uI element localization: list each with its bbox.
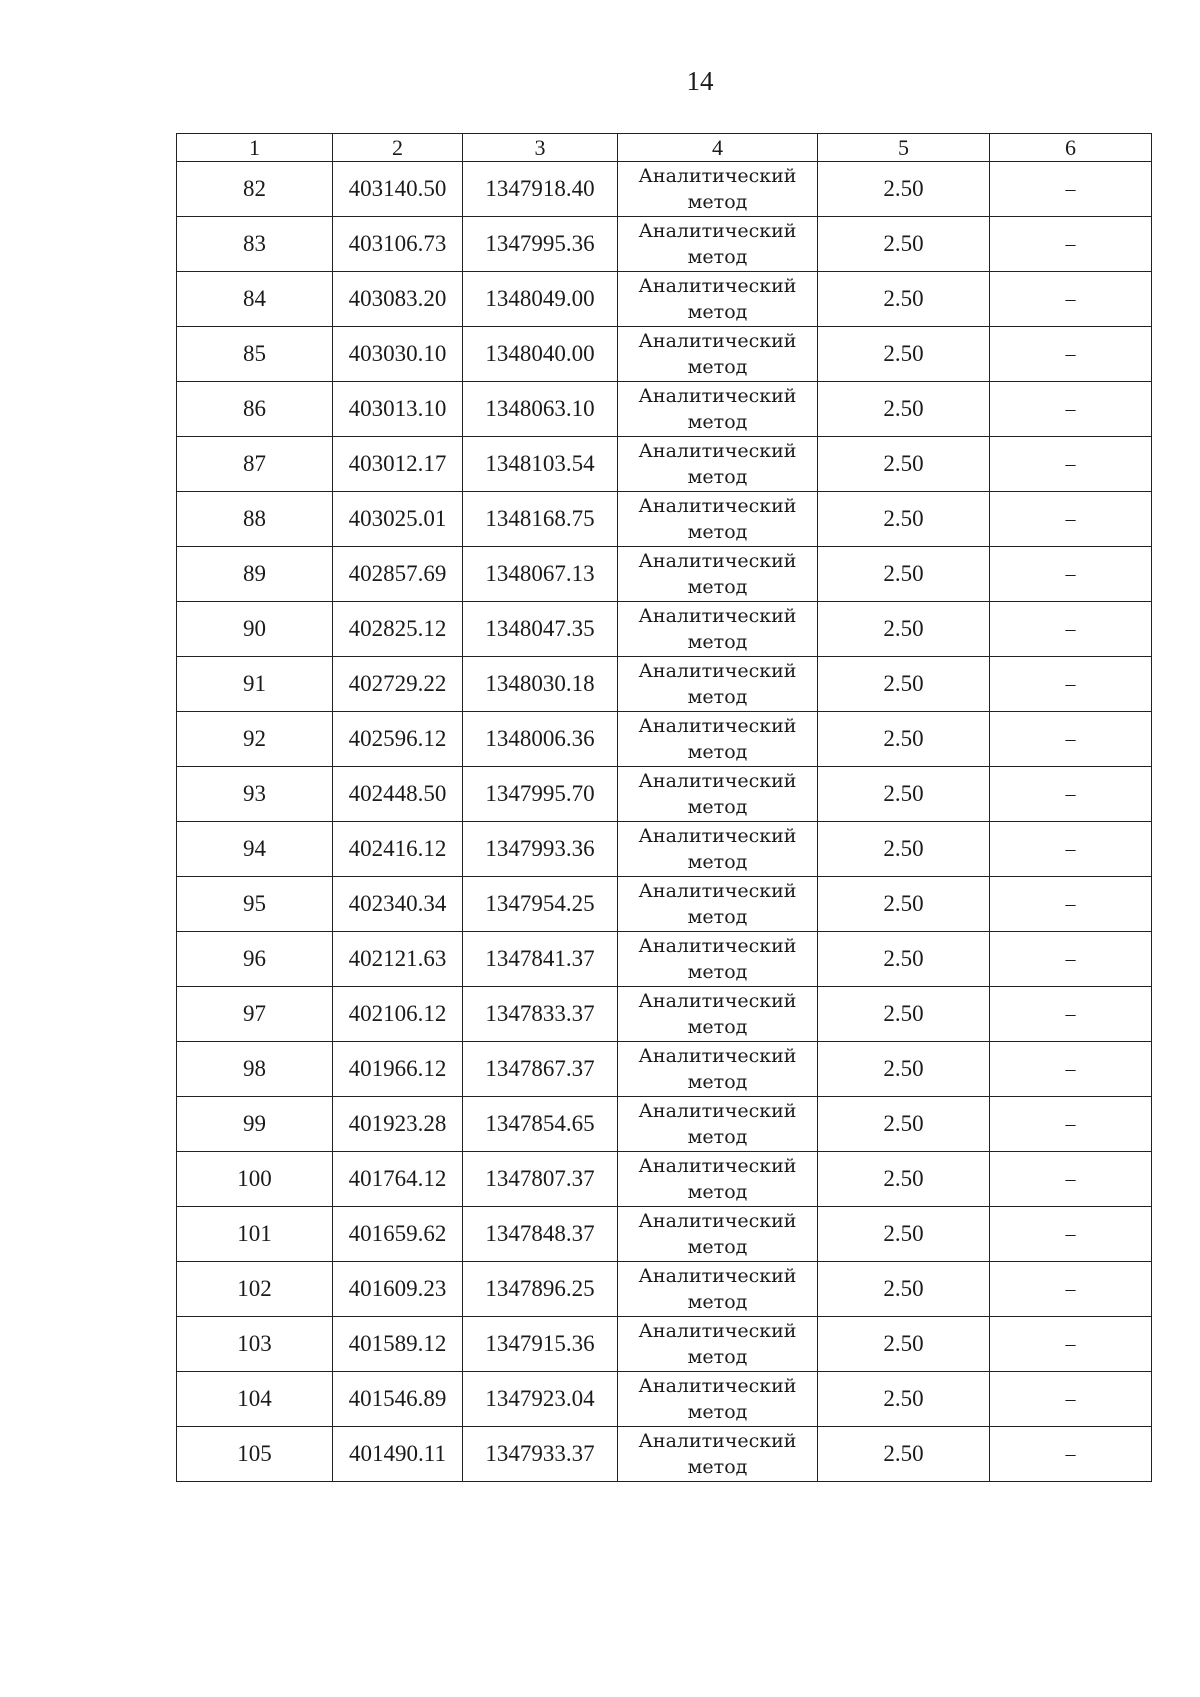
- method-line-1: Аналитический: [638, 440, 797, 462]
- note-dash: –: [990, 987, 1152, 1042]
- accuracy-value: 2.50: [818, 767, 990, 822]
- method-line-2: метод: [687, 1071, 748, 1093]
- coordinate-y: 1347915.36: [463, 1317, 618, 1372]
- point-number: 90: [177, 602, 333, 657]
- method-cell: [618, 1427, 818, 1482]
- coordinate-y: 1348047.35: [463, 602, 618, 657]
- method-cell: [618, 1317, 818, 1372]
- method-line-2: метод: [687, 851, 748, 873]
- point-number: 83: [177, 217, 333, 272]
- method-line-2: метод: [687, 301, 748, 323]
- method-line-2: метод: [687, 356, 748, 378]
- coordinate-x: 402416.12: [333, 822, 463, 877]
- note-dash: –: [990, 437, 1152, 492]
- point-number: 104: [177, 1372, 333, 1427]
- point-number: 102: [177, 1262, 333, 1317]
- table-row: [177, 437, 1152, 492]
- method-cell: [618, 437, 818, 492]
- method-line-2: метод: [687, 1016, 748, 1038]
- coordinate-y: 1348049.00: [463, 272, 618, 327]
- header-col-4: 4: [618, 134, 818, 162]
- coordinate-y: 1347918.40: [463, 162, 618, 217]
- method-line-2: метод: [687, 1456, 748, 1478]
- coordinate-y: 1348006.36: [463, 712, 618, 767]
- coordinate-x: 403083.20: [333, 272, 463, 327]
- note-dash: –: [990, 1152, 1152, 1207]
- method-cell: [618, 767, 818, 822]
- note-dash: –: [990, 217, 1152, 272]
- accuracy-value: 2.50: [818, 327, 990, 382]
- table-row: [177, 657, 1152, 712]
- coordinate-x: 402121.63: [333, 932, 463, 987]
- method-cell: [618, 492, 818, 547]
- method-line-1: Аналитический: [638, 1155, 797, 1177]
- point-number: 82: [177, 162, 333, 217]
- method-line-2: метод: [687, 1236, 748, 1258]
- method-line-1: Аналитический: [638, 880, 797, 902]
- note-dash: –: [990, 272, 1152, 327]
- table-row: [177, 987, 1152, 1042]
- table-row: [177, 1427, 1152, 1482]
- point-number: 92: [177, 712, 333, 767]
- note-dash: –: [990, 382, 1152, 437]
- coordinate-x: 403025.01: [333, 492, 463, 547]
- coordinate-y: 1347923.04: [463, 1372, 618, 1427]
- point-number: 100: [177, 1152, 333, 1207]
- method-line-1: Аналитический: [638, 550, 797, 572]
- coordinate-y: 1347995.70: [463, 767, 618, 822]
- point-number: 98: [177, 1042, 333, 1097]
- note-dash: –: [990, 327, 1152, 382]
- point-number: 99: [177, 1097, 333, 1152]
- table-row: [177, 712, 1152, 767]
- page-number: 14: [686, 66, 714, 96]
- note-dash: –: [990, 492, 1152, 547]
- note-dash: –: [990, 162, 1152, 217]
- coordinate-x: 401609.23: [333, 1262, 463, 1317]
- table-row: [177, 932, 1152, 987]
- accuracy-value: 2.50: [818, 1427, 990, 1482]
- accuracy-value: 2.50: [818, 1097, 990, 1152]
- method-line-1: Аналитический: [638, 165, 797, 187]
- method-line-1: Аналитический: [638, 1100, 797, 1122]
- method-cell: [618, 1097, 818, 1152]
- method-line-1: Аналитический: [638, 1430, 797, 1452]
- method-line-2: метод: [687, 521, 748, 543]
- method-line-2: метод: [687, 466, 748, 488]
- accuracy-value: 2.50: [818, 822, 990, 877]
- method-line-2: метод: [687, 411, 748, 433]
- note-dash: –: [990, 712, 1152, 767]
- method-line-1: Аналитический: [638, 770, 797, 792]
- point-number: 105: [177, 1427, 333, 1482]
- note-dash: –: [990, 602, 1152, 657]
- method-line-2: метод: [687, 576, 748, 598]
- coordinate-x: 401589.12: [333, 1317, 463, 1372]
- method-line-2: метод: [687, 906, 748, 928]
- method-line-1: Аналитический: [638, 715, 797, 737]
- coordinate-y: 1347995.36: [463, 217, 618, 272]
- accuracy-value: 2.50: [818, 492, 990, 547]
- coordinate-x: 402857.69: [333, 547, 463, 602]
- point-number: 86: [177, 382, 333, 437]
- point-number: 85: [177, 327, 333, 382]
- coordinate-x: 402106.12: [333, 987, 463, 1042]
- method-cell: [618, 822, 818, 877]
- coordinate-y: 1348063.10: [463, 382, 618, 437]
- accuracy-value: 2.50: [818, 987, 990, 1042]
- point-number: 91: [177, 657, 333, 712]
- coordinate-x: 403013.10: [333, 382, 463, 437]
- note-dash: –: [990, 1207, 1152, 1262]
- table-row: [177, 602, 1152, 657]
- method-line-1: Аналитический: [638, 825, 797, 847]
- method-line-1: Аналитический: [638, 660, 797, 682]
- coordinate-y: 1347848.37: [463, 1207, 618, 1262]
- note-dash: –: [990, 1427, 1152, 1482]
- method-cell: [618, 272, 818, 327]
- table-row: [177, 217, 1152, 272]
- accuracy-value: 2.50: [818, 712, 990, 767]
- header-col-1: 1: [177, 134, 333, 162]
- table-row: [177, 272, 1152, 327]
- table-row: [177, 1207, 1152, 1262]
- accuracy-value: 2.50: [818, 437, 990, 492]
- method-cell: [618, 1262, 818, 1317]
- method-line-1: Аналитический: [638, 275, 797, 297]
- accuracy-value: 2.50: [818, 932, 990, 987]
- coordinate-y: 1348103.54: [463, 437, 618, 492]
- method-line-1: Аналитический: [638, 385, 797, 407]
- point-number: 97: [177, 987, 333, 1042]
- method-cell: [618, 1042, 818, 1097]
- coordinate-x: 402825.12: [333, 602, 463, 657]
- table-row: [177, 1152, 1152, 1207]
- point-number: 88: [177, 492, 333, 547]
- coordinate-x: 401546.89: [333, 1372, 463, 1427]
- method-line-2: метод: [687, 1291, 748, 1313]
- table-row: [177, 877, 1152, 932]
- table-row: [177, 1042, 1152, 1097]
- coordinate-x: 403012.17: [333, 437, 463, 492]
- method-cell: [618, 1207, 818, 1262]
- method-line-1: Аналитический: [638, 1045, 797, 1067]
- note-dash: –: [990, 1262, 1152, 1317]
- method-cell: [618, 162, 818, 217]
- method-line-1: Аналитический: [638, 1265, 797, 1287]
- note-dash: –: [990, 822, 1152, 877]
- point-number: 93: [177, 767, 333, 822]
- table-row: [177, 162, 1152, 217]
- coordinate-y: 1347896.25: [463, 1262, 618, 1317]
- method-line-1: Аналитический: [638, 495, 797, 517]
- header-col-5: 5: [818, 134, 990, 162]
- method-cell: [618, 382, 818, 437]
- note-dash: –: [990, 1042, 1152, 1097]
- header-row: [177, 134, 1152, 162]
- coordinate-y: 1347867.37: [463, 1042, 618, 1097]
- table-row: [177, 767, 1152, 822]
- method-line-2: метод: [687, 1181, 748, 1203]
- method-cell: [618, 1372, 818, 1427]
- table-row: [177, 822, 1152, 877]
- table-row: [177, 327, 1152, 382]
- accuracy-value: 2.50: [818, 1207, 990, 1262]
- coordinate-x: 403106.73: [333, 217, 463, 272]
- point-number: 87: [177, 437, 333, 492]
- method-cell: [618, 217, 818, 272]
- coordinate-x: 401923.28: [333, 1097, 463, 1152]
- method-line-2: метод: [687, 631, 748, 653]
- coordinate-y: 1347807.37: [463, 1152, 618, 1207]
- note-dash: –: [990, 547, 1152, 602]
- coordinate-x: 402596.12: [333, 712, 463, 767]
- method-line-1: Аналитический: [638, 935, 797, 957]
- coordinate-x: 401966.12: [333, 1042, 463, 1097]
- point-number: 94: [177, 822, 333, 877]
- table-row: [177, 382, 1152, 437]
- coordinate-x: 403140.50: [333, 162, 463, 217]
- table-row: [177, 1372, 1152, 1427]
- method-line-1: Аналитический: [638, 1210, 797, 1232]
- method-line-2: метод: [687, 1401, 748, 1423]
- header-col-2: 2: [333, 134, 463, 162]
- method-line-1: Аналитический: [638, 220, 797, 242]
- method-cell: [618, 547, 818, 602]
- header-col-3: 3: [463, 134, 618, 162]
- method-line-1: Аналитический: [638, 990, 797, 1012]
- coordinate-y: 1347933.37: [463, 1427, 618, 1482]
- table-row: [177, 1262, 1152, 1317]
- point-number: 101: [177, 1207, 333, 1262]
- method-line-2: метод: [687, 1126, 748, 1148]
- method-line-2: метод: [687, 1346, 748, 1368]
- method-cell: [618, 712, 818, 767]
- method-line-1: Аналитический: [638, 605, 797, 627]
- coordinate-y: 1347833.37: [463, 987, 618, 1042]
- coordinate-x: 401490.11: [333, 1427, 463, 1482]
- point-number: 89: [177, 547, 333, 602]
- method-line-2: метод: [687, 796, 748, 818]
- method-cell: [618, 657, 818, 712]
- header-col-6: 6: [990, 134, 1152, 162]
- accuracy-value: 2.50: [818, 162, 990, 217]
- note-dash: –: [990, 1372, 1152, 1427]
- table-body: [177, 162, 1152, 1482]
- method-line-2: метод: [687, 191, 748, 213]
- method-cell: [618, 987, 818, 1042]
- coordinate-x: 402729.22: [333, 657, 463, 712]
- table-header: [177, 134, 1152, 162]
- coordinates-table: [176, 133, 1152, 1482]
- coordinate-y: 1347854.65: [463, 1097, 618, 1152]
- accuracy-value: 2.50: [818, 1262, 990, 1317]
- table-row: [177, 1317, 1152, 1372]
- point-number: 95: [177, 877, 333, 932]
- coordinate-y: 1348168.75: [463, 492, 618, 547]
- accuracy-value: 2.50: [818, 657, 990, 712]
- method-cell: [618, 877, 818, 932]
- accuracy-value: 2.50: [818, 877, 990, 932]
- note-dash: –: [990, 767, 1152, 822]
- coordinate-x: 401764.12: [333, 1152, 463, 1207]
- method-cell: [618, 602, 818, 657]
- method-line-1: Аналитический: [638, 330, 797, 352]
- table-row: [177, 547, 1152, 602]
- point-number: 103: [177, 1317, 333, 1372]
- accuracy-value: 2.50: [818, 1042, 990, 1097]
- coordinate-x: 402340.34: [333, 877, 463, 932]
- note-dash: –: [990, 657, 1152, 712]
- method-line-1: Аналитический: [638, 1375, 797, 1397]
- point-number: 96: [177, 932, 333, 987]
- method-line-2: метод: [687, 246, 748, 268]
- note-dash: –: [990, 877, 1152, 932]
- accuracy-value: 2.50: [818, 1372, 990, 1427]
- method-cell: [618, 932, 818, 987]
- coordinate-y: 1348030.18: [463, 657, 618, 712]
- table-row: [177, 492, 1152, 547]
- coordinate-y: 1348067.13: [463, 547, 618, 602]
- method-line-2: метод: [687, 686, 748, 708]
- accuracy-value: 2.50: [818, 1317, 990, 1372]
- note-dash: –: [990, 932, 1152, 987]
- coordinate-x: 403030.10: [333, 327, 463, 382]
- coordinate-y: 1347954.25: [463, 877, 618, 932]
- accuracy-value: 2.50: [818, 382, 990, 437]
- method-line-1: Аналитический: [638, 1320, 797, 1342]
- method-cell: [618, 327, 818, 382]
- coordinate-x: 401659.62: [333, 1207, 463, 1262]
- accuracy-value: 2.50: [818, 217, 990, 272]
- accuracy-value: 2.50: [818, 1152, 990, 1207]
- note-dash: –: [990, 1097, 1152, 1152]
- accuracy-value: 2.50: [818, 547, 990, 602]
- method-cell: [618, 1152, 818, 1207]
- method-line-2: метод: [687, 741, 748, 763]
- coordinate-y: 1347841.37: [463, 932, 618, 987]
- accuracy-value: 2.50: [818, 602, 990, 657]
- accuracy-value: 2.50: [818, 272, 990, 327]
- method-line-2: метод: [687, 961, 748, 983]
- point-number: 84: [177, 272, 333, 327]
- coordinate-x: 402448.50: [333, 767, 463, 822]
- note-dash: –: [990, 1317, 1152, 1372]
- coordinate-y: 1348040.00: [463, 327, 618, 382]
- coordinate-y: 1347993.36: [463, 822, 618, 877]
- table-row: [177, 1097, 1152, 1152]
